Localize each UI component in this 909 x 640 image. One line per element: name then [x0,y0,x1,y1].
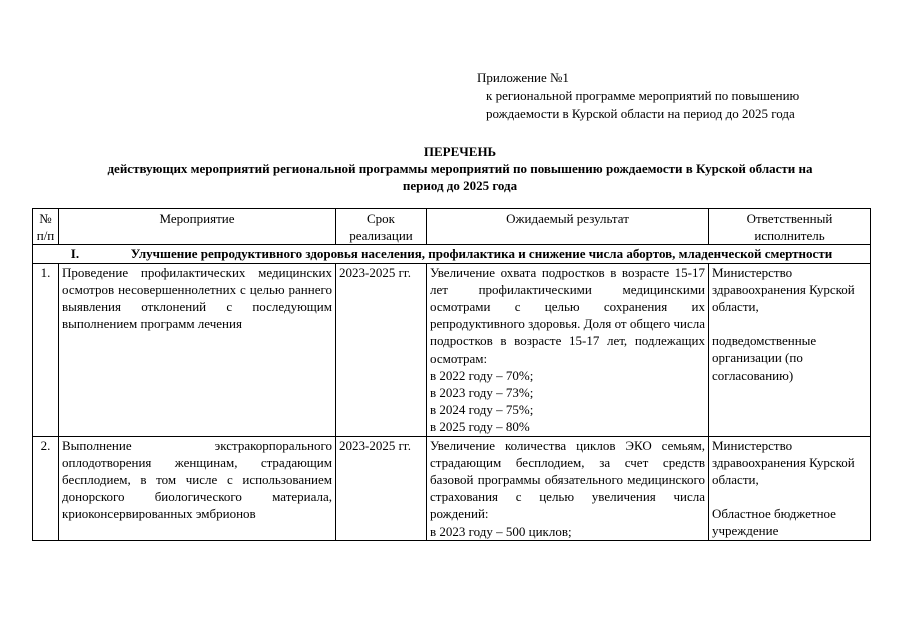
header-period: Срок реализации [336,209,427,245]
result-item: в 2025 году – 80% [430,419,530,435]
section-number: I. [70,246,80,262]
row-number: 1. [33,263,59,436]
appendix-line-3: рождаемости в Курской области на период до 2025 года [486,106,795,121]
header-activity: Мероприятие [59,209,336,245]
result-text: Увеличение количества циклов ЭКО семьям, страдающим бесплодием, за счет средств базовой программы обязательного медицинского страхования с целью увеличения числа рождений: [430,437,705,522]
row-period: 2023-2025 гг. [336,436,427,540]
row-activity: Проведение профилактических медицинских осмотров несовершеннолетних с целью раннего выявления отклонений с последующим выполнением программ лечения [59,263,336,436]
appendix-line-2: к региональной программе мероприятий по повышению [486,88,800,103]
result-item: в 2024 году – 75%; [430,402,534,418]
result-item: в 2023 году – 73%; [430,385,534,401]
appendix-header [477,69,799,123]
title-main: ПЕРЕЧЕНЬ [423,144,497,159]
result-text: Увеличение охвата подростков в возрасте 15-17 лет профилактическими медицинскими осмотрами с целью сохранения их репродуктивного здоровья. Доля от общего числа подростков в возрасте 15-17 лет, подлежащих осмотрам: [430,264,706,366]
section-title: Улучшение репродуктивного здоровья населения, профилактика и снижение числа абортов, младенческой смертности [130,246,833,262]
row-result [427,263,709,436]
table-header-row [33,209,871,245]
title-sub: действующих мероприятий региональной программы мероприятий по повышению рождаемости в Курской области на период до 2025 года [107,161,813,193]
row-activity: Выполнение экстракорпорального оплодотворения женщинам, страдающим бесплодием, в том числе с использованием донорского биологического материала, криоконсервированных эмбрионов [59,436,336,540]
table-row [33,263,871,436]
executor-primary: Министерство здравоохранения Курской области, [712,437,855,488]
row-number: 2. [33,436,59,540]
row-period: 2023-2025 гг. [336,263,427,436]
row-result [427,436,709,540]
header-executor: Ответственный исполнитель [709,209,871,245]
header-number: № п/п [33,209,59,245]
table-row [33,436,871,540]
appendix-title: Приложение №1 [477,70,569,85]
result-item: в 2023 году – 500 циклов; [430,523,572,539]
row-executor [709,263,871,436]
activities-table [32,208,871,541]
executor-secondary: подведомственные организации (по согласованию) [712,333,817,383]
row-executor [709,436,871,540]
result-item: в 2022 году – 70%; [430,367,534,383]
executor-secondary: Областное бюджетное учреждение [712,506,836,539]
executor-primary: Министерство здравоохранения Курской области, [712,264,855,315]
section-row [33,245,871,263]
header-result: Ожидаемый результат [427,209,709,245]
document-title [60,143,860,194]
